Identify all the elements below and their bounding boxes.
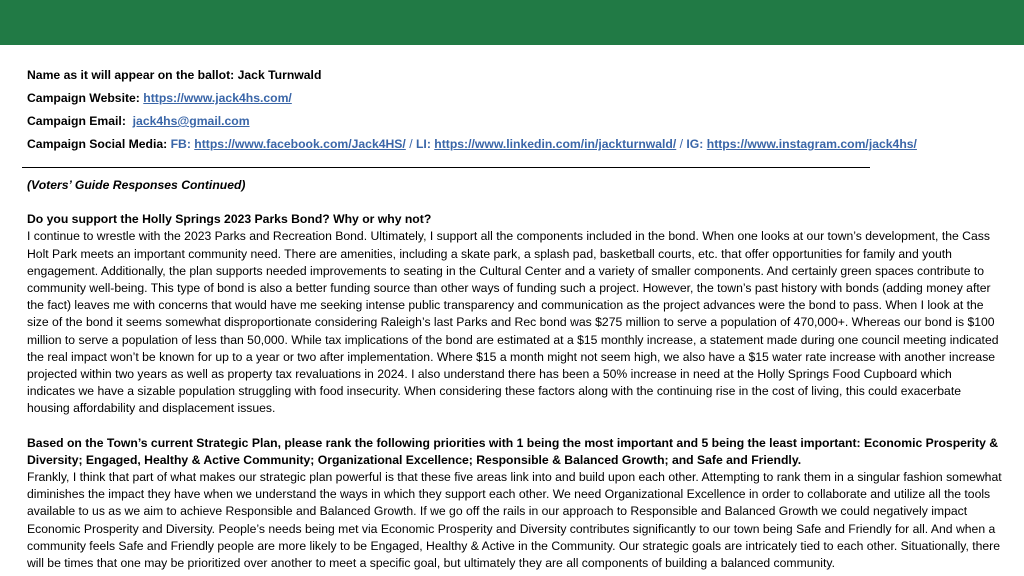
linkedin-label: LI: (415, 137, 431, 151)
answer-strategic-plan: Frankly, I think that part of what makes our strategic plan powerful is that these five areas link into and build upon each other. Attempting to rank them in a singular fashion somewhat diminishes the impact they have when we understand the ways in which they support each other. We need Organizational Excellence in order to collaborate and utilize all the tools available to us as we aim to achieve Responsible and Balanced Growth. If we go off the rails in our approach to Responsible and Balanced Growth we could negatively impact Economic Prosperity and Diversity. People’s needs being met via Economic Prosperity and Diversity contributes significantly to our town being Safe and Friendly for all. And when a community feels Safe and Friendly people are more likely to be Engaged, Healthy & Active in the Community. Our strategic goals are intricately tied to each other. Situationally, there will be times that one may be prioritized over another to meet a specific goal, but ultimately they are all components of building a balanced community. (27, 470, 1002, 571)
email-link[interactable]: jack4hs@gmail.com (132, 114, 250, 128)
ballot-name-label: Name as it will appear on the ballot: (27, 68, 235, 82)
instagram-link[interactable]: https://www.instagram.com/jack4hs/ (706, 137, 917, 151)
email-line (27, 113, 1002, 130)
social-media-line (27, 136, 1002, 153)
instagram-label: IG: (686, 137, 704, 151)
question-parks-bond: Do you support the Holly Springs 2023 Parks Bond? Why or why not? (27, 212, 432, 227)
guide-note: (Voters’ Guide Responses Continued) (27, 178, 246, 192)
separator: / (409, 137, 413, 151)
ballot-name-value: Jack Turnwald (237, 68, 322, 82)
question-strategic-plan: Based on the Town’s current Strategic Plan, please rank the following priorities with 1 being the most important and 5 being the least important: Economic Prosperity & Diversity; Engaged, Healthy & Active Community; Organizational Excellence; Responsible & Balanced Growth; and Safe and Friendly. (27, 435, 999, 467)
website-line (27, 90, 1002, 107)
social-media-label: Campaign Social Media: (27, 137, 168, 151)
answer-parks-bond: I continue to wrestle with the 2023 Parks and Recreation Bond. Ultimately, I support all the components included in the bond. When one looks at our town’s development, the Cass Holt Park meets an important community need. There are amenities, including a skate park, a splash pad, basketball courts, etc. that offer opportunities for family and youth engagement. Additionally, the plan supports needed improvements to seating in the Cultural Center and a variety of smaller components. And certainly green spaces contribute to community well-being. This type of bond is also a better funding source than other ways of funding such a project. However, the town’s past history with bonds (adding money after the fact) leaves me with concerns that would have me seeking intense public transparency and communication as the project advances were the bond to pass. When I look at the size of the bond it seems somewhat disproportionate considering Raleigh’s last Parks and Rec bond was $275 million to serve a population of 470,000+. Whereas our bond is $100 million to serve a population of less than 50,000. While tax implications of the bond are estimated at a $15 monthly increase, a statement made during one council meeting indicated the real impact won’t be known for up to a year or two after implementation. Where $15 a month might not seem high, we also have a $15 water rate increase with another increase projected within two years as well as property tax revaluations in 2024. I also understand there has been a 50% increase in need at the Holly Springs Food Cupboard which indicates we have a sizable population struggling with food insecurity. When considering these factors along with the continuing rise in the cost of living, this could exacerbate housing affordability and displacement issues. (27, 229, 999, 416)
facebook-label: FB: (170, 137, 191, 151)
facebook-link[interactable]: https://www.facebook.com/Jack4HS/ (194, 137, 406, 151)
header-bar (0, 0, 1024, 45)
website-label: Campaign Website: (27, 91, 140, 105)
email-label: Campaign Email: (27, 114, 126, 128)
section-divider (22, 167, 870, 168)
candidate-info (27, 67, 1002, 153)
separator: / (679, 137, 684, 151)
voter-guide-responses (27, 177, 1002, 572)
ballot-name-line (27, 67, 1002, 84)
website-link[interactable]: https://www.jack4hs.com/ (143, 91, 292, 105)
linkedin-link[interactable]: https://www.linkedin.com/in/jackturnwald/ (434, 137, 677, 151)
